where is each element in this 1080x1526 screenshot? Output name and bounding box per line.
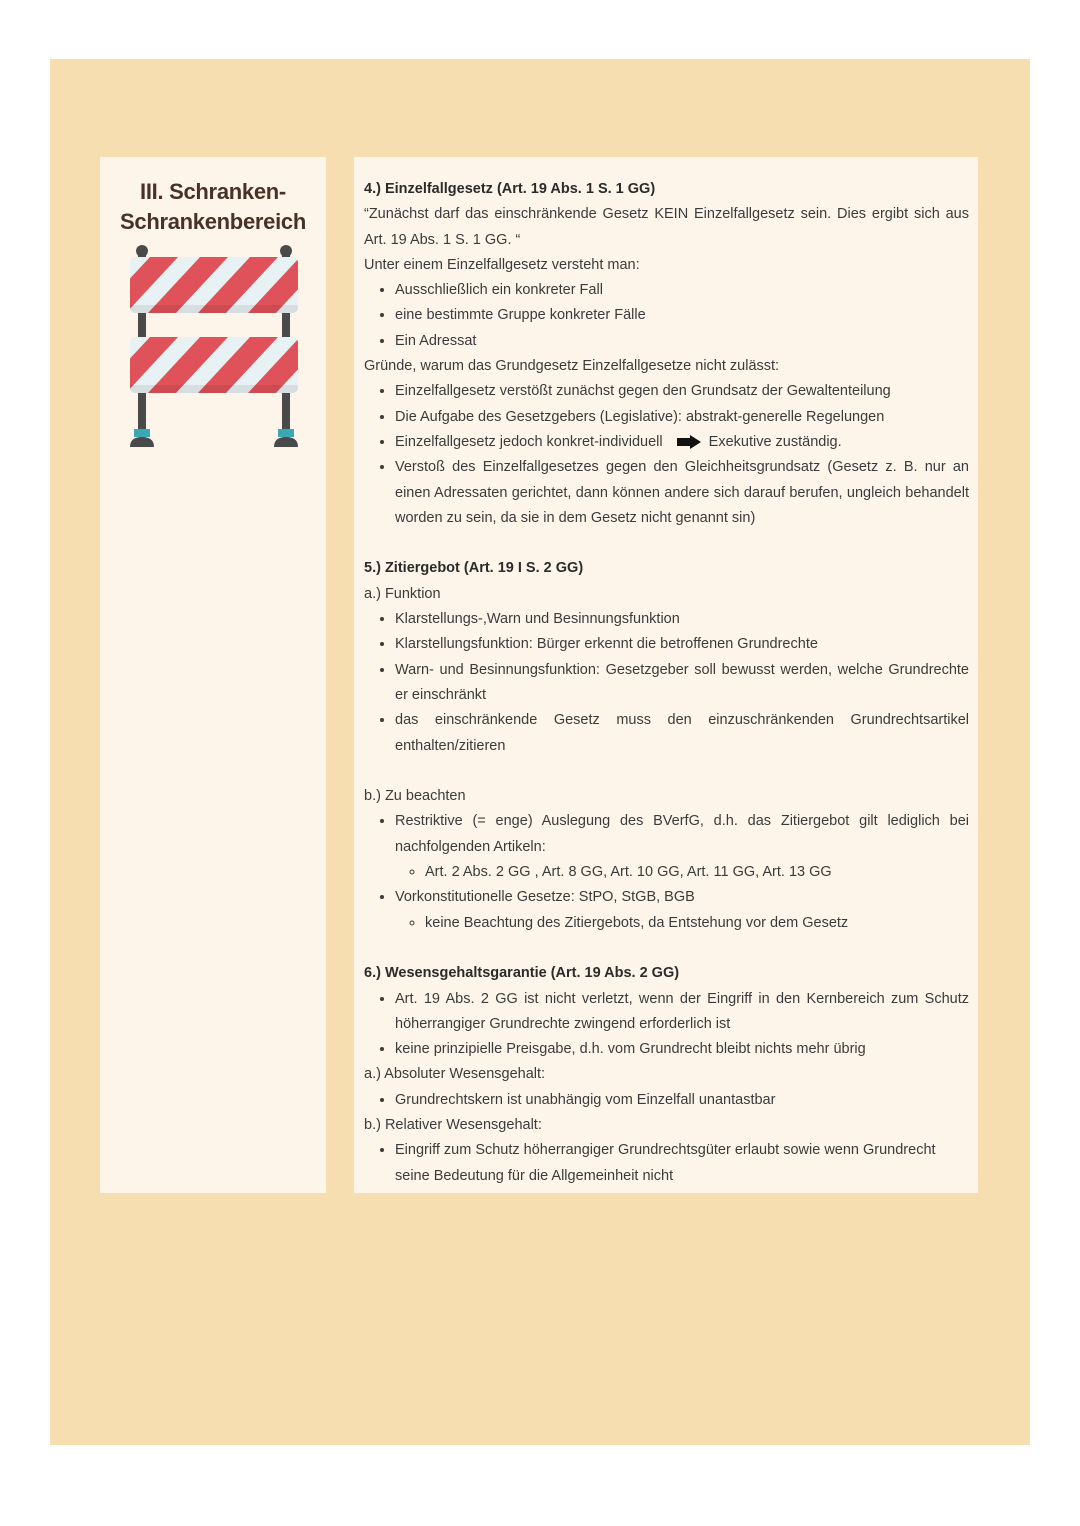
list-item	[395, 430, 969, 455]
note-list	[364, 809, 969, 935]
notes-text	[364, 177, 969, 1189]
note-item-2: Vorkonstitutionelle Gesetze: StPO, StGB, BGB	[395, 889, 695, 906]
relative-list	[364, 1138, 969, 1189]
subheading-note: b.) Zu beachten	[364, 788, 466, 805]
section-title	[100, 177, 326, 237]
list-item: • Eingriff zum Schutz höherrangiger Grundrechtsgüter erlaubt sowie wenn Grundrecht seine Bedeutung für die Allgemeinheit nicht	[395, 1138, 969, 1189]
definition-list	[364, 278, 969, 354]
list-item: • Verstoß des Einzelfallgesetzes gegen den Gleichheitsgrundsatz (Gesetz z. B. nur an einen Adressaten gerichtet, dann können andere sich darauf berufen, ungleich behandelt worden zu sein, da sie in dem Gesetz nicht genannt sin)	[395, 455, 969, 531]
page-background	[50, 59, 1030, 1445]
sub-list	[395, 860, 969, 885]
list-item: • Die Aufgabe des Gesetzgebers (Legislative): abstrakt-generelle Regelungen	[395, 405, 969, 430]
list-item: • das einschränkende Gesetz muss den einzuschränkenden Grundrechtsartikel enthalten/zitieren	[395, 708, 969, 759]
list-item: • Klarstellungs-,Warn und Besinnungsfunktion	[395, 607, 969, 632]
arrow-right-icon	[677, 435, 701, 449]
list-item: • Einzelfallgesetz verstößt zunächst gegen den Grundsatz der Gewaltenteilung	[395, 379, 969, 404]
section-4-heading: 4.) Einzelfallgesetz (Art. 19 Abs. 1 S. 1 GG)	[364, 181, 656, 197]
list-item: • eine bestimmte Gruppe konkreter Fälle	[395, 303, 969, 328]
sidebar-panel	[100, 157, 326, 1193]
subheading-absolute: a.) Absoluter Wesensgehalt:	[364, 1066, 546, 1083]
list-item: • Ein Adressat	[395, 329, 969, 354]
reason-3-result: Exekutive zuständig.	[708, 433, 842, 450]
list-item: • Klarstellungsfunktion: Bürger erkennt die betroffenen Grundrechte	[395, 632, 969, 657]
guarantee-list	[364, 987, 969, 1063]
note-item-1: Restriktive (= enge) Auslegung des BVerfG, d.h. das Zitiergebot gilt lediglich bei nachfolgenden Artikeln:	[395, 813, 969, 855]
subheading-relative: b.) Relativer Wesensgehalt:	[364, 1116, 542, 1133]
list-item: • Grundrechtskern ist unabhängig vom Einzelfall unantastbar	[395, 1088, 969, 1113]
section-4-quote: “Zunächst darf das einschränkende Gesetz KEIN Einzelfallgesetz sein. Dies ergibt sich aus Art. 19 Abs. 1 S. 1 GG. “	[364, 206, 969, 248]
content-panel	[354, 157, 978, 1193]
function-list	[364, 607, 969, 759]
sub-list-item: ◦ keine Beachtung des Zitiergebots, da Entstehung vor dem Gesetz	[425, 911, 969, 936]
road-barrier-icon	[128, 243, 300, 448]
reasons-intro: Gründe, warum das Grundgesetz Einzelfallgesetze nicht zulässt:	[364, 358, 780, 375]
definition-intro: Unter einem Einzelfallgesetz versteht man:	[364, 256, 640, 273]
list-item: • Art. 19 Abs. 2 GG ist nicht verletzt, wenn der Eingriff in den Kernbereich zum Schutz höherrangiger Grundrechte zwingend erforderlich ist	[395, 987, 969, 1038]
sub-list-item: ◦ Art. 2 Abs. 2 GG , Art. 8 GG, Art. 10 GG, Art. 11 GG, Art. 13 GG	[425, 860, 969, 885]
list-item	[395, 885, 969, 936]
list-item	[395, 809, 969, 885]
absolute-list	[364, 1088, 969, 1113]
section-6-heading: 6.) Wesensgehaltsgarantie (Art. 19 Abs. 2 GG)	[364, 965, 680, 982]
reason-3-text: Einzelfallgesetz jedoch konkret-individuell	[395, 433, 663, 450]
section-title-line1: III. Schranken-	[140, 179, 286, 204]
sub-list	[395, 911, 969, 936]
section-title-line2: Schrankenbereich	[120, 209, 306, 234]
section-5-heading: 5.) Zitiergebot (Art. 19 I S. 2 GG)	[364, 560, 584, 577]
list-item: • Warn- und Besinnungsfunktion: Gesetzgeber soll bewusst werden, welche Grundrechte er einschränkt	[395, 658, 969, 709]
list-item: • Ausschließlich ein konkreter Fall	[395, 278, 969, 303]
subheading-function: a.) Funktion	[364, 585, 441, 602]
list-item: • keine prinzipielle Preisgabe, d.h. vom Grundrecht bleibt nichts mehr übrig	[395, 1037, 969, 1062]
reasons-list	[364, 379, 969, 531]
